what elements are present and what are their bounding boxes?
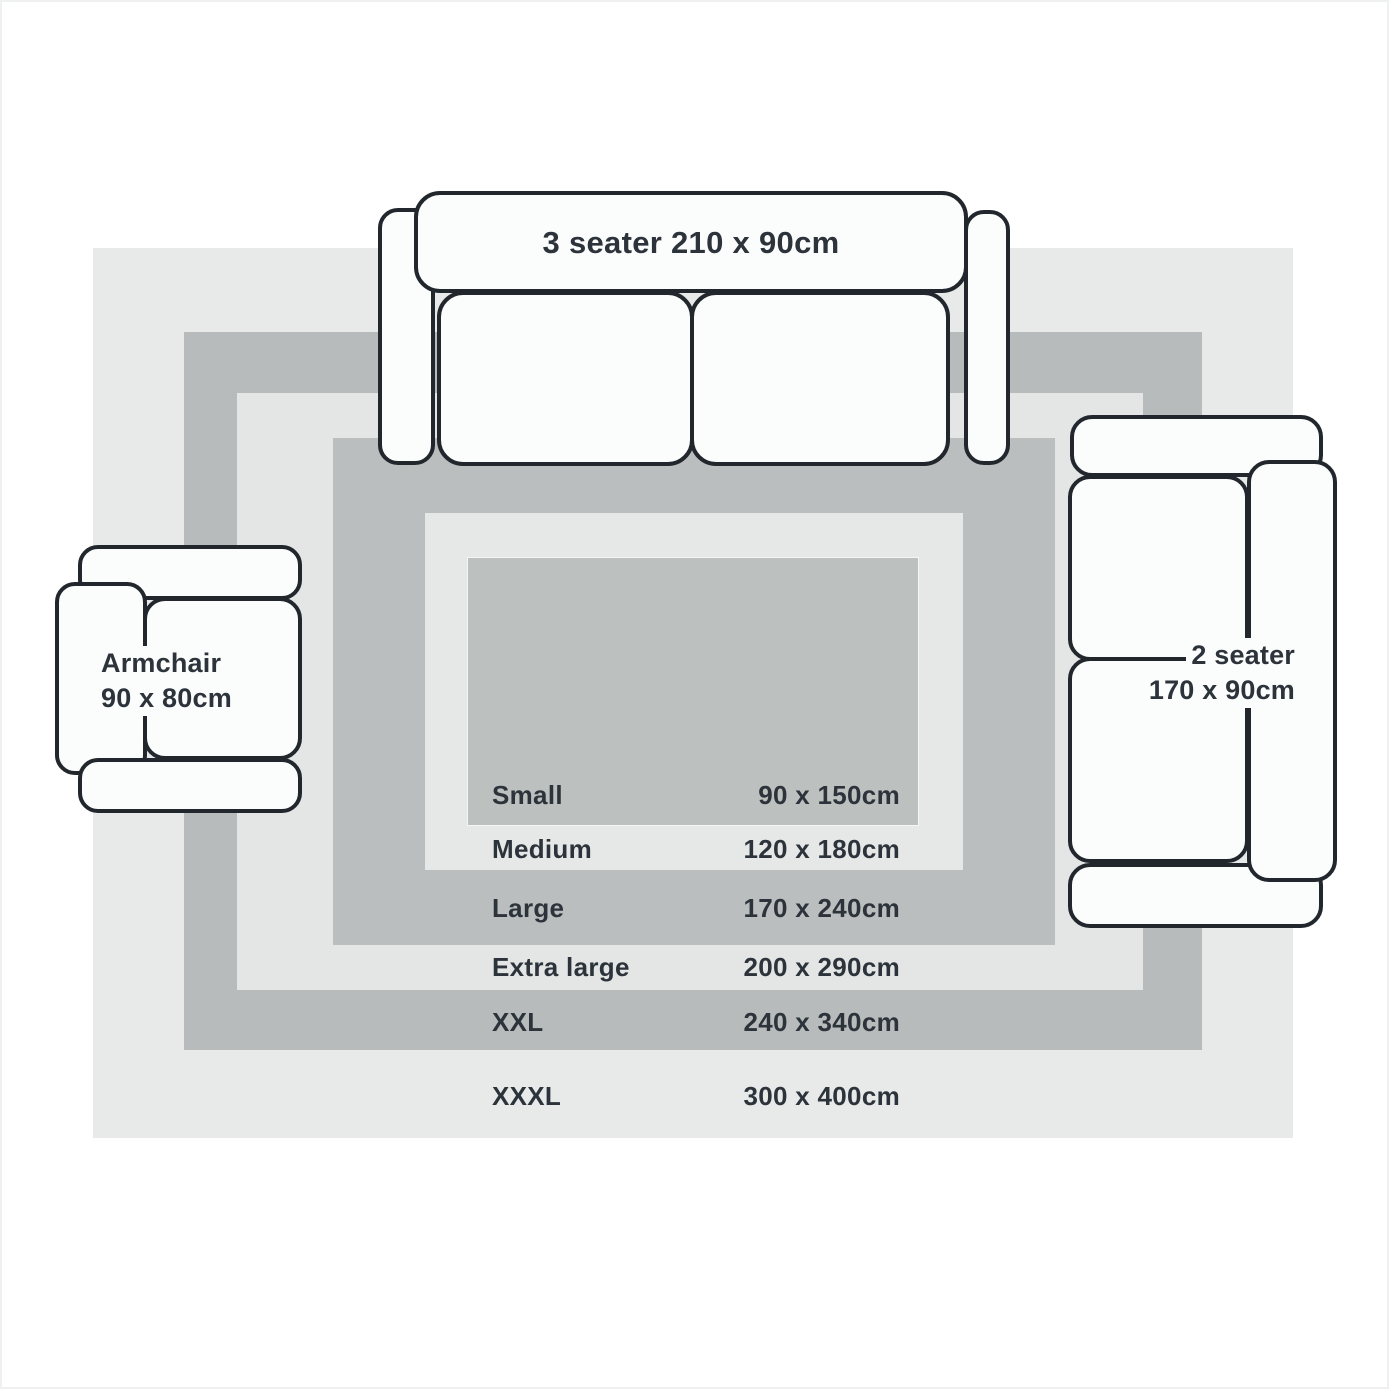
size-label: Small	[492, 780, 563, 810]
size-row-xxxl	[492, 1080, 900, 1112]
size-row-small	[492, 779, 900, 811]
sofa-2-seater-label	[1050, 638, 1300, 708]
size-row-large	[492, 892, 900, 924]
size-value: 90 x 150cm	[758, 780, 900, 810]
armchair-armrest-bottom	[78, 758, 302, 813]
size-row-medium	[492, 833, 900, 865]
sofa-3-seater-label: 3 seater 210 x 90cm	[542, 225, 840, 260]
sofa-2-seater-label-line1: 2 seater	[1186, 638, 1300, 673]
size-label: XXXL	[492, 1081, 562, 1111]
size-value: 170 x 240cm	[743, 893, 900, 923]
sofa-2-seater-seat-top	[1068, 475, 1249, 661]
size-value: 200 x 290cm	[743, 952, 900, 982]
size-label: Extra large	[492, 952, 630, 982]
size-label: XXL	[492, 1007, 544, 1037]
size-label: Medium	[492, 834, 593, 864]
size-value: 120 x 180cm	[743, 834, 900, 864]
size-label: Large	[492, 893, 565, 923]
armchair-label-line2: 90 x 80cm	[96, 681, 237, 716]
sofa-3-seater-seat-right	[690, 291, 950, 466]
armchair-label	[96, 646, 316, 716]
size-row-extra-large	[492, 951, 900, 983]
size-value: 240 x 340cm	[743, 1007, 900, 1037]
size-value: 300 x 400cm	[743, 1081, 900, 1111]
armchair-label-line1: Armchair	[96, 646, 226, 681]
sofa-2-seater-label-line2: 170 x 90cm	[1144, 673, 1300, 708]
sofa-3-seater-armrest-right	[964, 210, 1010, 465]
sofa-3-seater-seat-left	[437, 291, 694, 466]
size-row-xxl	[492, 1006, 900, 1038]
